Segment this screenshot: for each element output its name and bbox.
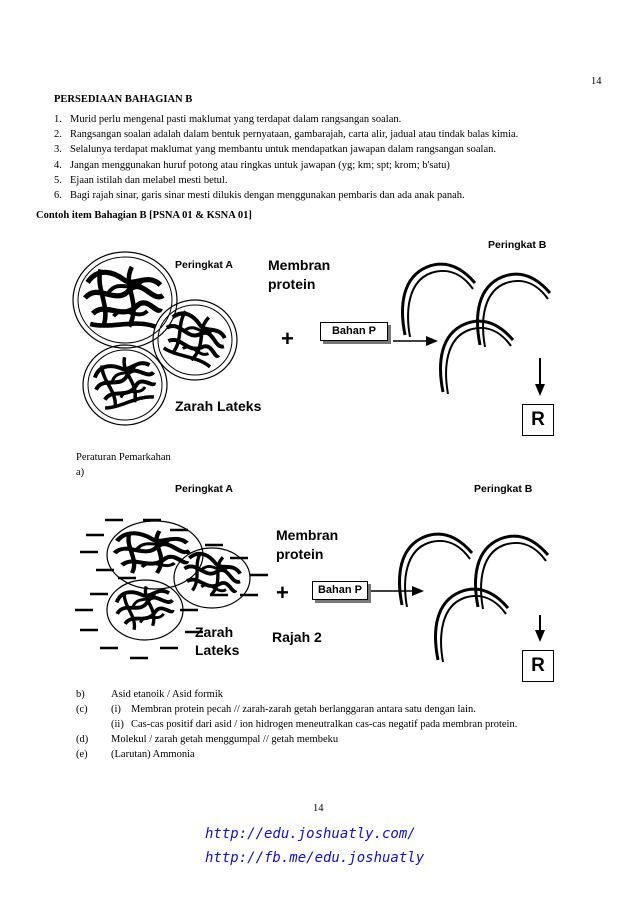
latex-particle bbox=[107, 580, 183, 640]
rule-number: 5. bbox=[54, 174, 62, 186]
diagram2-rajah: Rajah 2 bbox=[272, 629, 322, 645]
link-website[interactable]: http://edu.joshuatly.com/ bbox=[205, 826, 416, 842]
diagram1-bahan-p: Bahan P bbox=[320, 322, 388, 341]
broken-strand bbox=[478, 274, 550, 347]
rule-number: 3. bbox=[54, 144, 62, 156]
page-number-bottom: 14 bbox=[313, 803, 324, 814]
rule-text: Selalunya terdapat maklumat yang membantu untuk mendapatkan jawapan dalam rangsangan soalan. bbox=[70, 144, 496, 156]
rule-text: Rangsangan soalan adalah dalam bentuk pernyataan, gambarajah, carta alir, jadual atau tindak balas kimia. bbox=[70, 129, 519, 141]
answer-text: Cas-cas positif dari asid / ion hidrogen meneutralkan cas-cas negatif pada membran protein. bbox=[131, 719, 518, 730]
answer-key: (e) bbox=[76, 749, 88, 760]
diagram1-r-box: R bbox=[522, 404, 554, 436]
down-arrow-head bbox=[535, 630, 545, 642]
section-title: PERSEDIAAN BAHAGIAN B bbox=[54, 94, 193, 105]
diagram2-plus: + bbox=[276, 580, 289, 605]
rule-number: 1. bbox=[54, 114, 62, 125]
answer-c-i bbox=[76, 702, 517, 717]
rule-item bbox=[54, 173, 614, 188]
answer-c-ii bbox=[76, 717, 517, 732]
broken-strand bbox=[436, 589, 508, 662]
rule-item bbox=[54, 158, 614, 173]
part-a-label: a) bbox=[76, 467, 85, 478]
answer-sub: (i) bbox=[111, 704, 121, 715]
answer-key: b) bbox=[76, 689, 85, 700]
marking-title: Peraturan Pemarkahan bbox=[76, 452, 171, 463]
down-arrow-head bbox=[535, 384, 545, 396]
example-title: Contoh item Bahagian B [PSNA 01 & KSNA 01] bbox=[36, 210, 252, 221]
latex-particle bbox=[73, 252, 177, 348]
diagram1-peringkat-a: Peringkat A bbox=[175, 259, 233, 271]
diagram1-membran: Membran bbox=[268, 257, 331, 273]
diagram1-protein: protein bbox=[268, 276, 316, 292]
link-facebook[interactable]: http://fb.me/edu.joshuatly bbox=[205, 850, 425, 866]
rule-text: Ejaan istilah dan melabel mesti betul. bbox=[70, 174, 228, 186]
rule-number: 6. bbox=[54, 190, 62, 202]
diagram2-protein: protein bbox=[276, 546, 324, 562]
rule-item bbox=[54, 142, 614, 157]
diagram2-lateks: Lateks bbox=[195, 642, 240, 658]
rule-number: 4. bbox=[54, 159, 62, 171]
answer-d bbox=[76, 732, 517, 747]
diagram2-r-box: R bbox=[522, 650, 554, 682]
answer-key: (c) bbox=[76, 704, 88, 715]
diagram1-plus: + bbox=[281, 326, 294, 351]
rule-text: Bagi rajah sinar, garis sinar mesti dilukis dengan menggunakan pembaris dan ada anak panah. bbox=[70, 190, 465, 202]
diagram2-bahan-p: Bahan P bbox=[312, 581, 368, 600]
answer-text: Membran protein pecah // zarah-zarah getah berlanggaran antara satu dengan lain. bbox=[131, 704, 476, 715]
rule-text: Jangan menggunakan huruf potong atau ringkas untuk jawapan (yg; km; spt; krom; b'satu) bbox=[70, 159, 450, 171]
answer-text: (Larutan) Ammonia bbox=[111, 749, 195, 760]
answer-sub: (ii) bbox=[111, 719, 124, 730]
rules-list bbox=[54, 112, 614, 203]
latex-particle bbox=[83, 345, 167, 425]
diagram1-zarah-lateks: Zarah Lateks bbox=[175, 398, 262, 414]
diagram2-peringkat-a: Peringkat A bbox=[175, 483, 233, 495]
arrow-head bbox=[426, 336, 438, 346]
rule-number: 2. bbox=[54, 129, 62, 141]
diagram2-membran: Membran bbox=[276, 527, 339, 543]
rule-item bbox=[54, 127, 614, 142]
broken-strand bbox=[400, 534, 472, 607]
diagram2-zarah: Zarah bbox=[195, 624, 234, 640]
answer-b bbox=[76, 687, 517, 702]
rule-text: Murid perlu mengenal pasti maklumat yang terdapat dalam rangsangan soalan. bbox=[70, 114, 402, 125]
page-number-top: 14 bbox=[591, 76, 602, 87]
answers-block bbox=[76, 687, 517, 762]
answer-text: Asid etanoik / Asid formik bbox=[111, 689, 223, 700]
diagram1-peringkat-b: Peringkat B bbox=[488, 239, 547, 251]
rule-item bbox=[54, 112, 614, 127]
broken-strand bbox=[403, 264, 475, 337]
answer-e bbox=[76, 747, 517, 762]
answer-key: (d) bbox=[76, 734, 89, 745]
answer-text: Molekul / zarah getah menggumpal // getah membeku bbox=[111, 734, 339, 745]
arrow-head bbox=[412, 586, 424, 596]
latex-particle bbox=[153, 300, 237, 380]
diagram2-peringkat-b: Peringkat B bbox=[474, 483, 533, 495]
rule-item bbox=[54, 188, 614, 203]
